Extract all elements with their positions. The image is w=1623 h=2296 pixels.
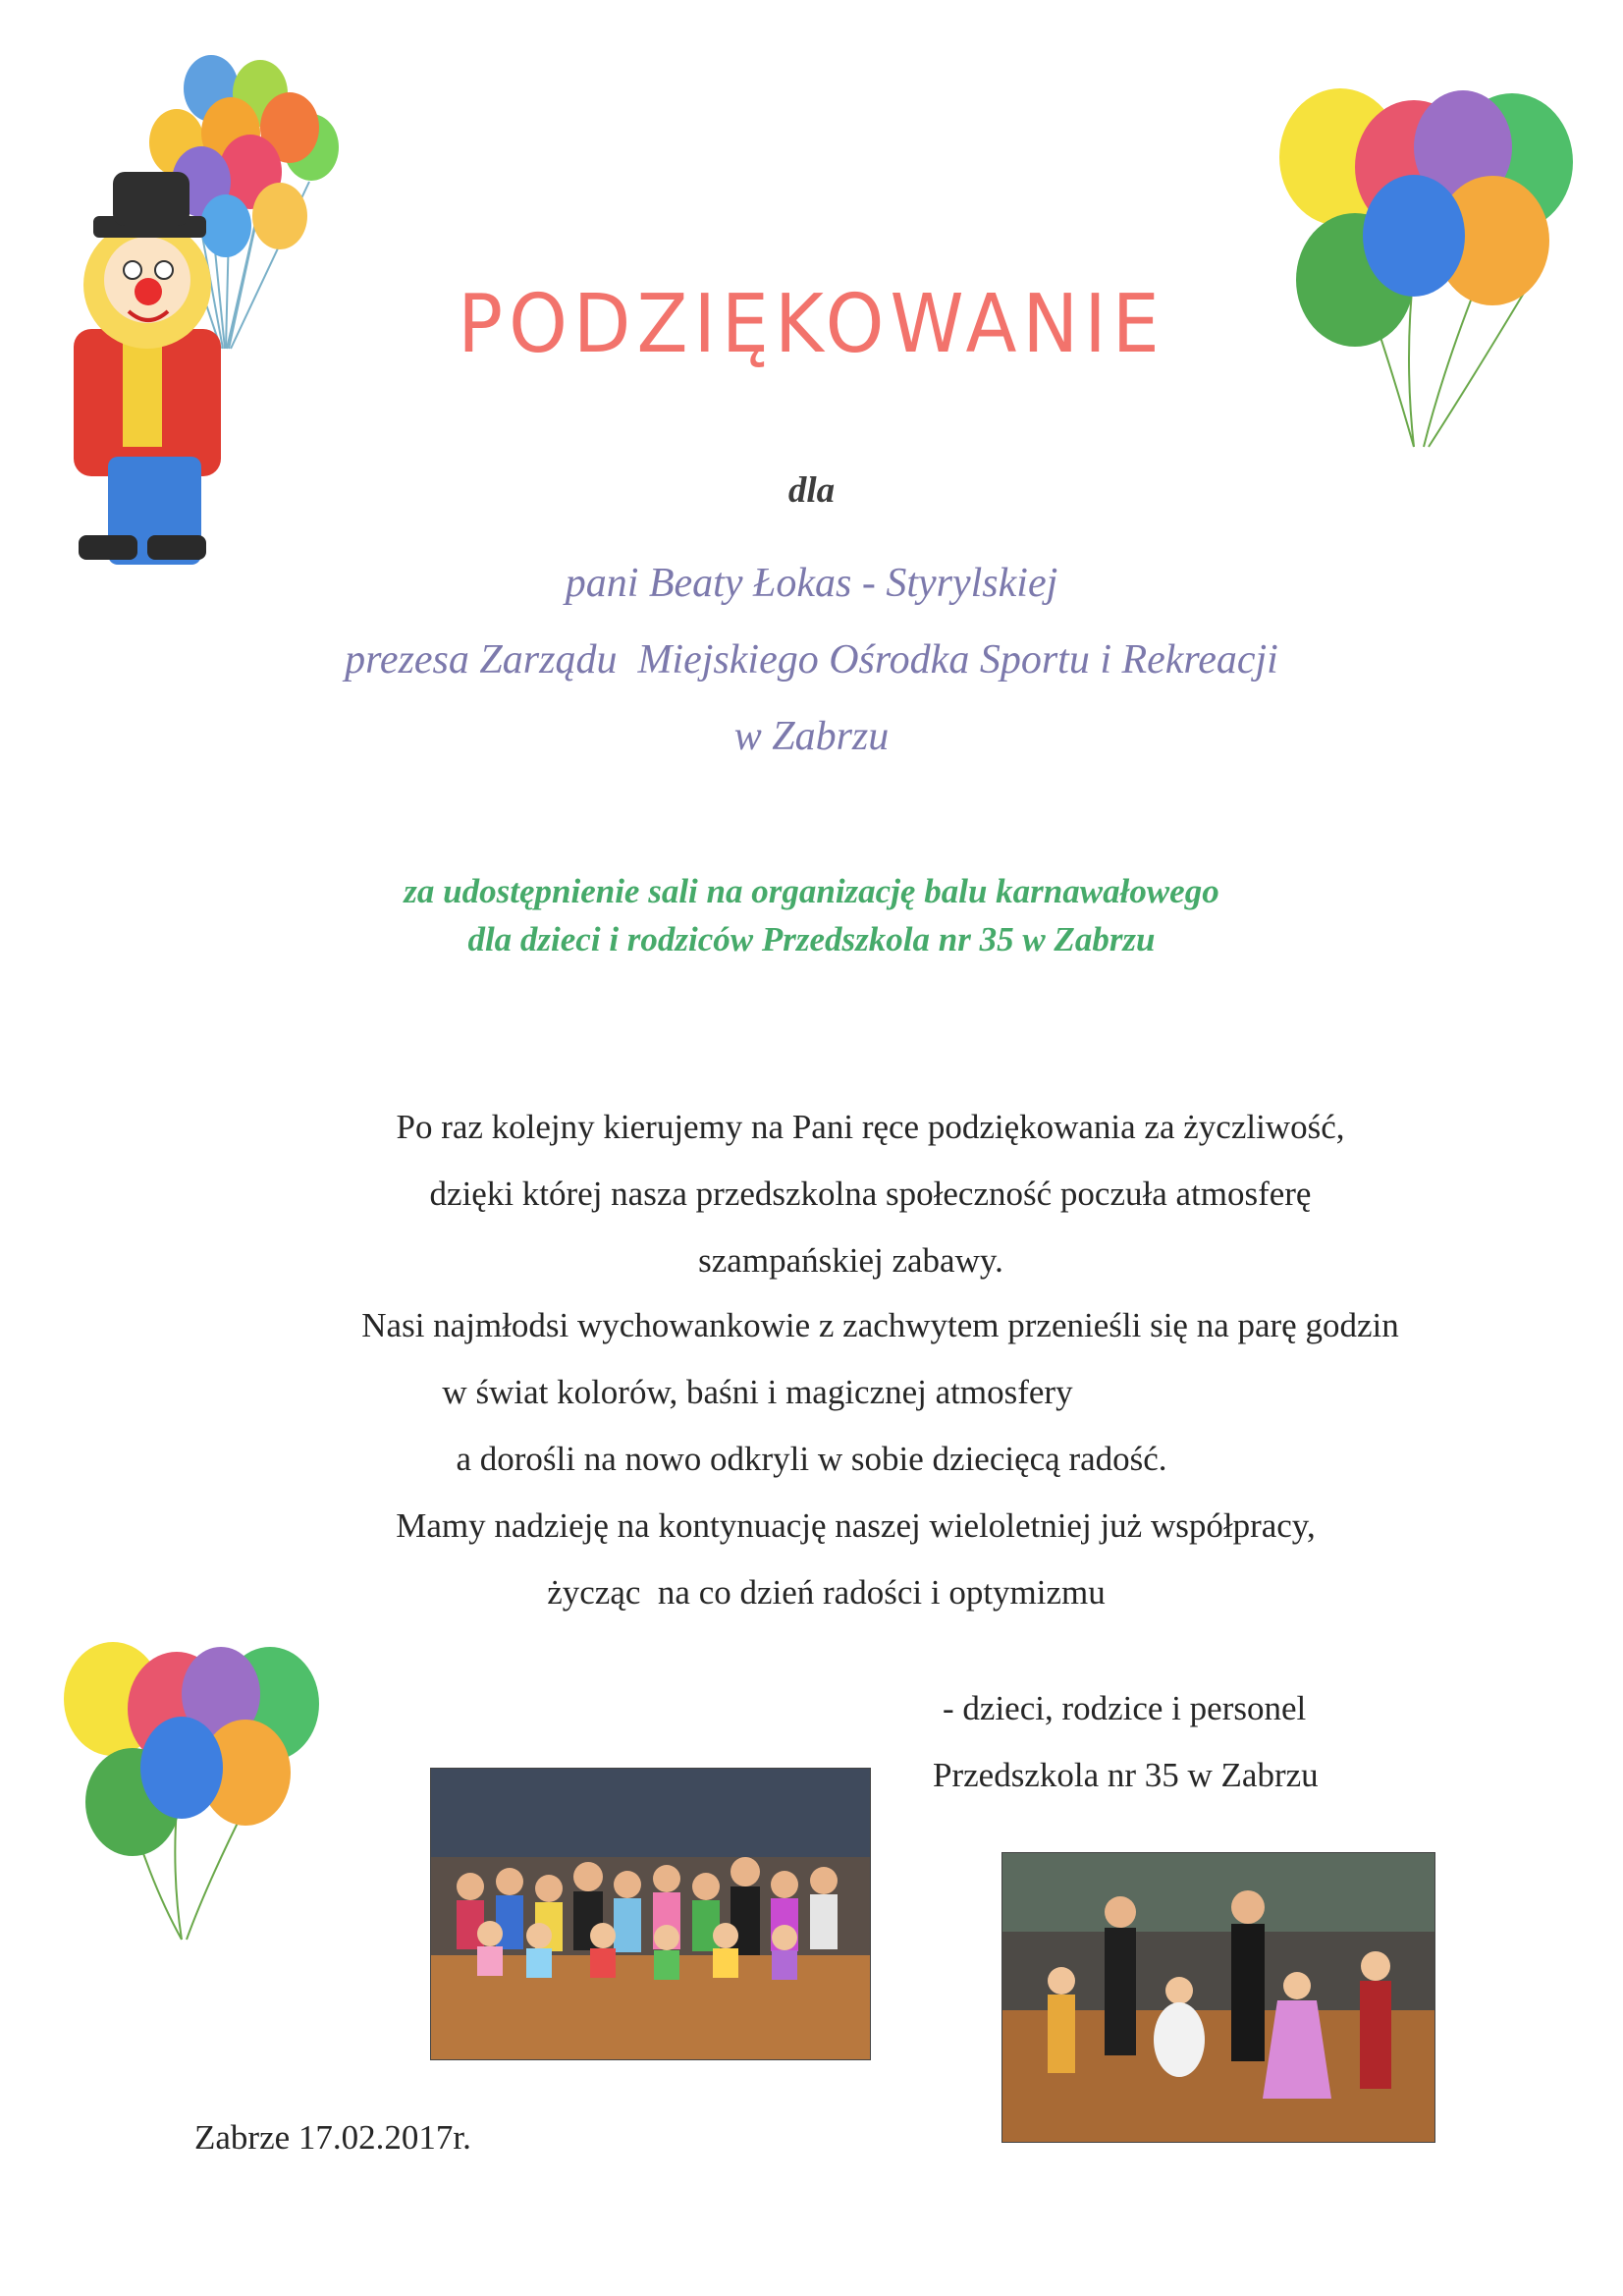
signature-line-1: - dzieci, rodzice i personel (943, 1689, 1307, 1727)
date-line: Zabrze 17.02.2017r. (194, 2118, 471, 2157)
body-line: szampańskiej zabawy. (698, 1241, 1003, 1280)
page-title: PODZIĘKOWANIE (458, 276, 1165, 371)
balloons-icon (59, 1640, 334, 1944)
recipient-city: w Zabrzu (733, 714, 890, 759)
carnival-dance-photo (1001, 1852, 1435, 2143)
reason-line-1: za udostępnienie sali na organizację balu karnawałowego (404, 872, 1219, 910)
body-line: dzięki której nasza przedszkolna społeczność poczuła atmosferę (429, 1175, 1312, 1213)
balloons-icon (1267, 83, 1591, 457)
recipient-name: pani Beaty Łokas - Styrylskiej (565, 561, 1058, 606)
body-line: w świat kolorów, baśni i magicznej atmosfery (442, 1373, 1073, 1411)
dla-label: dla (787, 470, 836, 511)
reason-line-2: dla dzieci i rodziców Przedszkola nr 35 w Zabrzu (467, 920, 1156, 958)
body-line: Mamy nadzieję na kontynuację naszej wieloletniej już współpracy, (396, 1506, 1316, 1545)
recipient-position: prezesa Zarządu Miejskiego Ośrodka Sportu i Rekreacji (345, 637, 1278, 683)
body-line: Po raz kolejny kierujemy na Pani ręce podziękowania za życzliwość, (396, 1108, 1345, 1146)
body-line: życząc na co dzień radości i optymizmu (547, 1573, 1106, 1612)
body-line: Nasi najmłodsi wychowankowie z zachwytem przenieśli się na parę godzin (361, 1306, 1399, 1344)
signature-line-2: Przedszkola nr 35 w Zabrzu (933, 1756, 1319, 1794)
body-line: a dorośli na nowo odkryli w sobie dziecięcą radość. (456, 1440, 1167, 1478)
carnival-group-photo (430, 1768, 871, 2060)
